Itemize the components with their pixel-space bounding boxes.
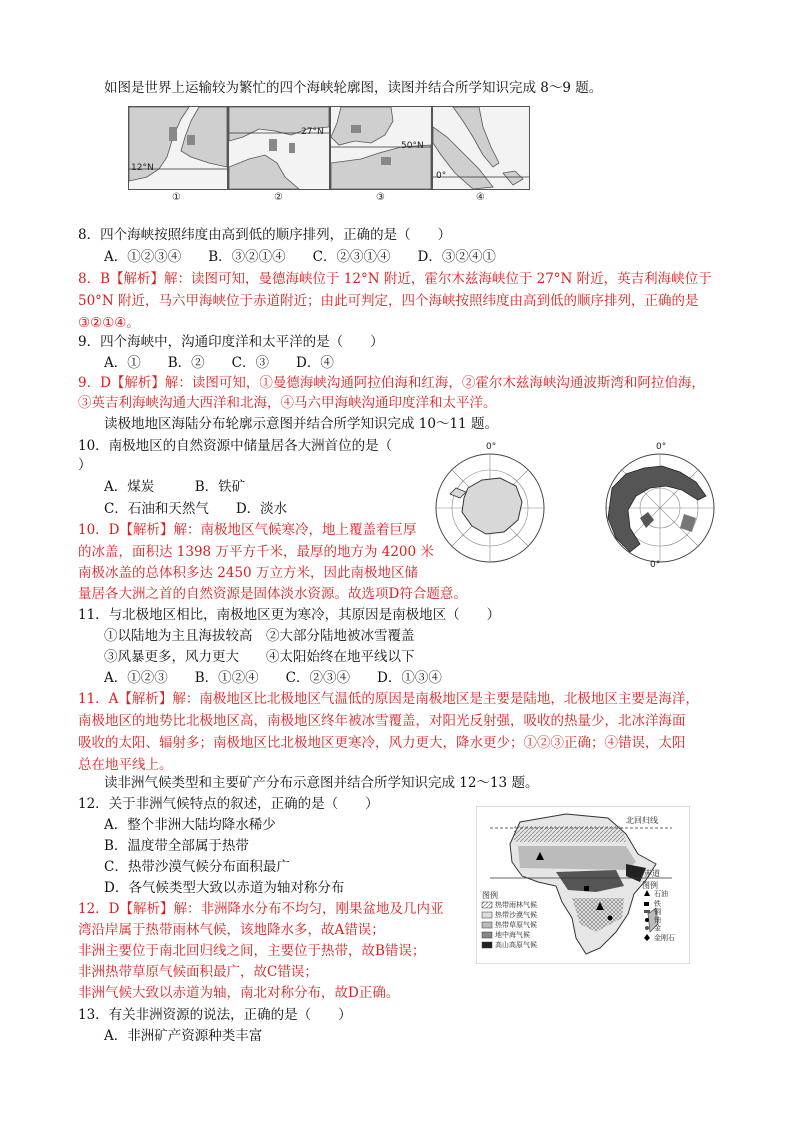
africa-figure <box>476 806 690 964</box>
malacca-map <box>433 107 529 189</box>
q10-options-1: A．煤炭 B．铁矿 <box>104 479 246 495</box>
lat-12-label: 12°N <box>131 163 154 173</box>
q8-answer-line-2: 50°N 附近，马六甲海峡位于赤道附近；由此可判定，四个海峡按照纬度由高到低的顺序排列，正确的是 <box>78 293 699 309</box>
q10-answer-line-2: 的冰盖，面积达 1398 万平方千米，最厚的地方为 4200 米 <box>78 544 434 560</box>
mineral-legend-6: 金刚石 <box>654 934 675 942</box>
q12-answer-line-2: 湾沿岸属于热带雨林气候，该地降水多，故A错误； <box>78 922 385 938</box>
south-polar-map <box>436 454 544 562</box>
q11-answer-line-2: 南极地区的地势比北极地区高，南极地区终年被冰雪覆盖，对阳光反射强，吸收的热量少，北冰洋海面 <box>78 713 686 729</box>
q12-answer-line-4: 非洲热带草原气候面积最广，故C错误； <box>78 964 318 980</box>
q9-answer-line-2: ③英吉利海峡沟通大西洋和北海，④马六甲海峡沟通印度洋和太平洋。 <box>78 395 497 411</box>
north-polar-map <box>606 454 714 562</box>
q10-options-2: C．石油和天然气 D．淡水 <box>104 501 288 517</box>
q8-answer-line-1: 8．B【解析】解：读图可知，曼德海峡位于 12°N 附近，霍尔木兹海峡位于 27°N 附近，英吉利海峡位于 <box>78 271 712 287</box>
q13-option-a: A．非洲矿产资源种类丰富 <box>104 1028 263 1044</box>
q10-stem-1: 10．南极地区的自然资源中储量居各大洲首位的是（ <box>78 438 393 454</box>
q11-answer-line-4: 总在地平线上。 <box>78 757 173 773</box>
south-map-0deg: 0° <box>486 442 497 452</box>
mineral-legend-5: 金 <box>654 924 661 932</box>
q12-stem: 12．关于非洲气候特点的叙述，正确的是（ ） <box>78 796 379 812</box>
strait-panel-3 <box>330 106 432 190</box>
north-map-0deg-top: 0° <box>656 442 667 452</box>
intro-10-11: 读极地地区海陆分布轮廓示意图并结合所学知识完成 10～11 题。 <box>104 416 498 432</box>
climate-legend-3: 热带草原气候 <box>495 921 537 929</box>
intro-12-13: 读非洲气候类型和主要矿产分布示意图并结合所学知识完成 12～13 题。 <box>104 775 539 791</box>
q12-answer-line-5: 非洲气候大致以赤道为轴，南北对称分布，故D正确。 <box>78 985 400 1001</box>
q11-answer-line-3: 吸收的太阳、辐射多；南极地区比北极地区更寒冷，风力更大，降水更少；①②③正确；④错误，太阳 <box>78 735 686 751</box>
climate-legend-1: 热带雨林气候 <box>495 901 537 909</box>
panel-num-3: ③ <box>376 192 385 203</box>
hormuz-map <box>229 107 329 189</box>
intro-8-9: 如图是世界上运输较为繁忙的四个海峡轮廓图，读图并结合所学知识完成 8～9 题。 <box>104 80 603 96</box>
mineral-legend-title: 图例 <box>642 881 658 890</box>
panel-num-4: ④ <box>476 192 485 203</box>
tropic-label: 北回归线 <box>626 816 658 825</box>
strait-panel-2 <box>228 106 330 190</box>
q13-stem: 13．有关非洲资源的说法，正确的是（ ） <box>78 1007 352 1023</box>
q10-answer-line-1: 10．D【解析】解：南极地区气候寒冷，地上覆盖着巨厚 <box>78 522 417 538</box>
lat-0-label: 0° <box>436 171 447 181</box>
q10-answer-line-4: 量居各大洲之首的自然资源是固体淡水资源。故选项D符合题意。 <box>78 586 467 602</box>
mineral-legend-1: 石油 <box>654 890 668 898</box>
q11-answer-line-1: 11．A【解析】解：南极地区比北极地区气温低的原因是南极地区是主要是陆地，北极地区主要是海洋， <box>78 691 699 707</box>
panel-num-2: ② <box>274 192 283 203</box>
panel-num-1: ① <box>172 192 181 203</box>
q12-option-b: B．温度带全部属于热带 <box>104 838 249 854</box>
q12-answer-line-3: 非洲主要位于南北回归线之间，主要位于热带，故B错误； <box>78 943 426 959</box>
climate-legend-5: 高山高原气候 <box>495 941 537 949</box>
q8-answer-line-3: ③②①④。 <box>78 315 140 331</box>
climate-legend-2: 热带沙漠气候 <box>495 911 537 919</box>
equator-label: 赤道 <box>644 869 660 878</box>
q12-option-a: A．整个非洲大陆均降水稀少 <box>104 817 276 833</box>
q11-statements-1: ①以陆地为主且海拔较高 ②大部分陆地被冰雪覆盖 <box>104 628 415 644</box>
mineral-legend-4: 铀 <box>654 916 661 924</box>
polar-figure <box>430 442 720 570</box>
mandeb-map <box>129 107 227 189</box>
strait-figure <box>128 106 528 206</box>
q12-option-c: C．热带沙漠气候分布面积最广 <box>104 859 290 875</box>
strait-panel-1 <box>128 106 228 190</box>
q12-answer-line-1: 12．D【解析】解：非洲降水分布不均匀，刚果盆地及几内亚 <box>78 901 444 917</box>
q11-options: A．①②③ B．①②④ C．②③④ D．①③④ <box>104 670 442 686</box>
q10-stem-2: ） <box>78 457 92 473</box>
q10-answer-line-3: 南极冰盖的总体积多达 2450 万立方米，因此南极地区储 <box>78 565 418 581</box>
lat-27-label: 27°N <box>301 127 324 137</box>
q11-stem: 11．与北极地区相比，南极地区更为寒冷，其原因是南极地区（ ） <box>78 607 501 623</box>
lat-50-label: 50°N <box>401 141 424 151</box>
north-map-0deg-bottom: 0° <box>650 560 661 570</box>
q11-statements-2: ③风暴更多，风力更大 ④太阳始终在地平线以下 <box>104 649 415 665</box>
mineral-legend-2: 铁 <box>654 900 661 908</box>
q8-stem: 8．四个海峡按照纬度由高到低的顺序排列，正确的是（ ） <box>78 227 452 243</box>
climate-legend-title: 图例 <box>482 891 498 900</box>
q9-answer-line-1: 9．D【解析】解：读图可知，①曼德海峡沟通阿拉伯海和红海，②霍尔木兹海峡沟通波斯湾和阿拉伯海， <box>78 375 705 391</box>
q12-option-d: D．各气候类型大致以赤道为轴对称分布 <box>104 880 345 896</box>
q8-options: A．①②③④ B．③②①④ C．②③①④ D．③②④① <box>104 249 496 265</box>
mineral-legend-3: 铜 <box>654 908 661 916</box>
polar-maps <box>430 448 720 568</box>
climate-legend-4: 地中海气候 <box>495 931 530 939</box>
q9-stem: 9．四个海峡中，沟通印度洋和太平洋的是（ ） <box>78 334 384 350</box>
q9-options: A．① B．② C．③ D．④ <box>104 355 334 371</box>
strait-panel-4 <box>432 106 530 190</box>
